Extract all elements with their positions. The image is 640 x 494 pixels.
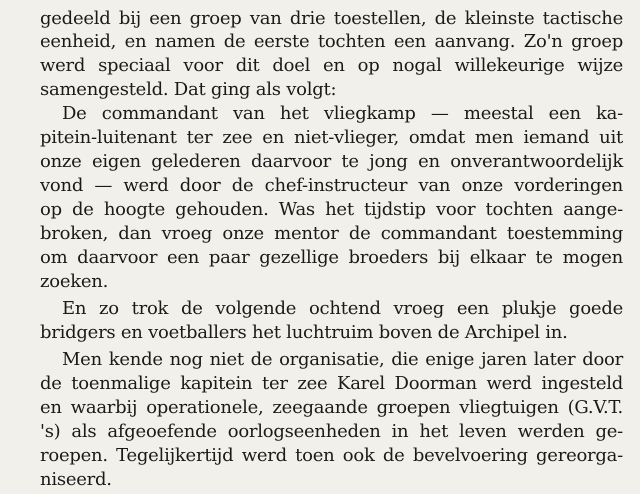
paragraph-first-line: De commandant van het vliegkamp — meestal een ka-: [62, 103, 623, 124]
text-line: werd speciaal voor dit doel en op nogal willekeurige wijze: [40, 55, 623, 76]
paragraph-first-line: Men kende nog niet de organisatie, die enige jaren later door: [62, 349, 623, 370]
text-line: bridgers en voetballers het luchtruim boven de Archipel in.: [40, 322, 568, 343]
text-line: en waarbij operationele, zeegaande groepen vliegtuigen (G.V.T.: [40, 397, 623, 418]
paragraph-first-line: En zo trok de volgende ochtend vroeg een plukje goede: [62, 298, 623, 319]
text-line: 's) als afgeoefende oorlogseenheden in het leven werden ge-: [40, 421, 623, 442]
text-line: pitein-luitenant ter zee en niet-vlieger, omdat men iemand uit: [40, 127, 623, 148]
text-line: om daarvoor een paar gezellige broeders bij elkaar te mogen: [40, 247, 623, 268]
text-line: zoeken.: [40, 271, 109, 292]
text-line: op de hoogte gehouden. Was het tijdstip voor tochten aange-: [40, 199, 623, 220]
text-line: onze eigen gelederen daarvoor te jong en onverantwoordelijk: [40, 151, 623, 172]
text-line: samengesteld. Dat ging als volgt:: [40, 79, 337, 100]
text-line: roepen. Tegelijkertijd werd toen ook de bevelvoering gereorga-: [40, 445, 623, 466]
text-line: gedeeld bij een groep van drie toestellen, de kleinste tactische: [40, 8, 623, 29]
text-line: broken, dan vroeg onze mentor de commandant toestemming: [40, 223, 623, 244]
text-line: vond — werd door de chef-instructeur van onze vorderingen: [40, 175, 623, 196]
text-line: de toenmalige kapitein ter zee Karel Doorman werd ingesteld: [40, 373, 623, 394]
text-line: niseerd.: [40, 469, 112, 490]
text-line: eenheid, en namen de eerste tochten een aanvang. Zo'n groep: [40, 31, 623, 52]
